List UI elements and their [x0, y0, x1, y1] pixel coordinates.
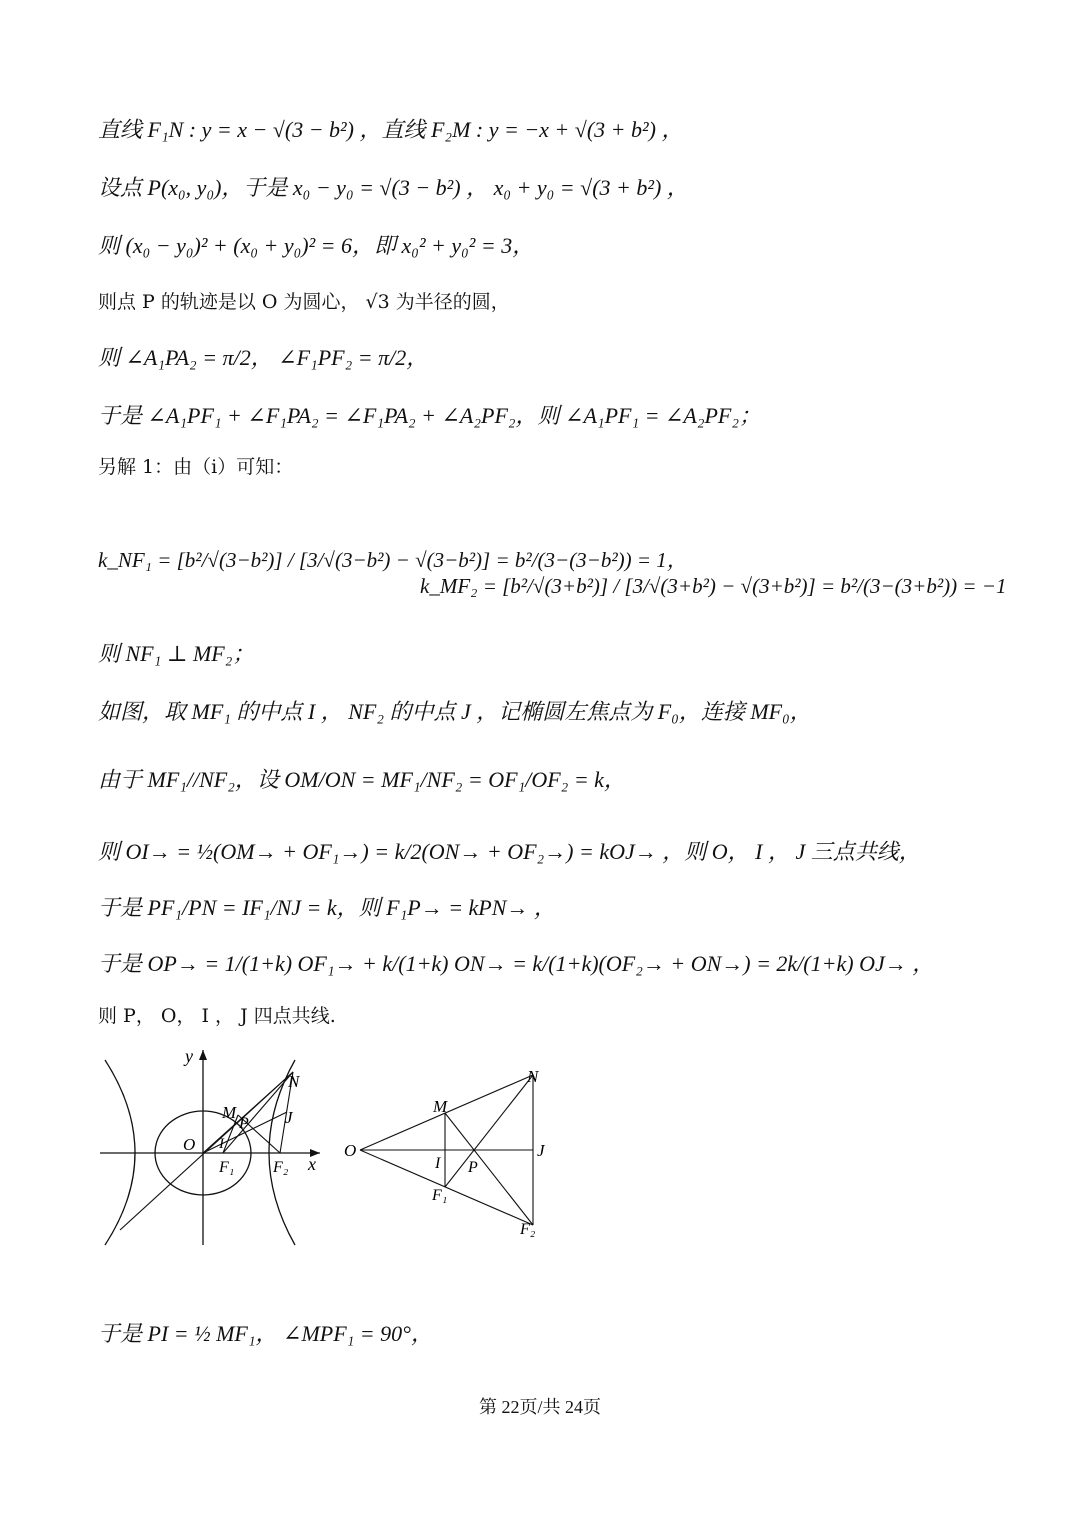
line-11: 由于 MF₁//NF₂，设 OM/ON = MF₁/NF₂ = OF₁/OF₂ = k， — [98, 767, 626, 792]
label-x: x — [308, 1154, 316, 1174]
line-10: 如图，取 MF₁ 的中点 I ， NF₂ 的中点 J ，记椭圆左焦点为 F₀，连接 MF₀， — [98, 699, 812, 724]
label-f1: F₁ — [219, 1159, 235, 1176]
line-9: 则 NF₁ ⊥ MF₂； — [98, 641, 255, 666]
label-f2: F₂ — [520, 1221, 536, 1238]
label-o: O — [183, 1135, 196, 1154]
label-m: M — [222, 1103, 237, 1122]
line-16: 于是 PI = ½ MF₁， ∠MPF₁ = 90°， — [98, 1321, 433, 1346]
line-7: 另解 1：由（i）可知： — [98, 456, 294, 478]
line-14: 于是 OP→ = 1/(1+k) OF₁→ + k/(1+k) ON→ = k/(1+k)(OF₂→ + ON→) = 2k/(1+k) OJ→ ， — [98, 951, 935, 976]
line-5: 则 ∠A₁PA₂ = π/2， ∠F₁PF₂ = π/2， — [98, 345, 429, 370]
line-13: 于是 PF₁/PN = IF₁/NJ = k，则 F₁P→ = kPN→ ， — [98, 895, 556, 920]
label-j: J — [537, 1141, 545, 1160]
line-6: 于是 ∠A₁PF₁ + ∠F₁PA₂ = ∠F₁PA₂ + ∠A₂PF₂，则 ∠A₁PF₁ = ∠A₂PF₂； — [98, 403, 761, 428]
label-i: I — [435, 1155, 441, 1172]
label-p: P — [468, 1159, 478, 1176]
label-y: y — [185, 1046, 193, 1066]
label-j: J — [285, 1108, 293, 1127]
label-n: N — [288, 1072, 300, 1091]
slope-nf1: k_NF₁ = [b²/√(3−b²)] / [3/√(3−b²) − √(3−b²)] = b²/(3−(3−b²)) = 1， — [98, 548, 688, 572]
slope-mf2: k_MF₂ = [b²/√(3+b²)] / [3/√(3+b²) − √(3+b²)] = b²/(3−(3+b²)) = −1 — [420, 574, 1007, 598]
line-4: 则点 P 的轨迹是以 O 为圆心， √3 为半径的圆， — [98, 291, 510, 313]
line-1: 直线 F₁N : y = x − √(3 − b²) ，直线 F₂M : y = −x + √(3 + b²) ， — [98, 117, 684, 142]
label-f2: F₂ — [273, 1159, 289, 1176]
label-p: P — [239, 1115, 249, 1132]
label-f1: F₁ — [432, 1187, 448, 1204]
figure-triangle — [340, 1060, 570, 1240]
line-12: 则 OI→ = ½(OM→ + OF₁→) = k/2(ON→ + OF₂→) = kOJ→ ，则 O， I ， J 三点共线， — [98, 839, 921, 864]
page-footer: 第 22页/共 24页 — [478, 1397, 601, 1417]
line-15: 则 P， O， I ， J 四点共线. — [98, 1005, 336, 1027]
label-m: M — [433, 1097, 448, 1116]
label-o: O — [344, 1141, 357, 1160]
line-3: 则 (x₀ − y₀)² + (x₀ + y₀)² = 6，即 x₀² + y₀² = 3， — [98, 233, 535, 258]
line-2: 设点 P(x₀, y₀)，于是 x₀ − y₀ = √(3 − b²) ， x₀ + y₀ = √(3 + b²) ， — [98, 175, 689, 200]
figure-ellipse-hyperbola — [95, 1040, 335, 1255]
label-n: N — [527, 1067, 539, 1086]
label-i: I — [219, 1136, 224, 1152]
